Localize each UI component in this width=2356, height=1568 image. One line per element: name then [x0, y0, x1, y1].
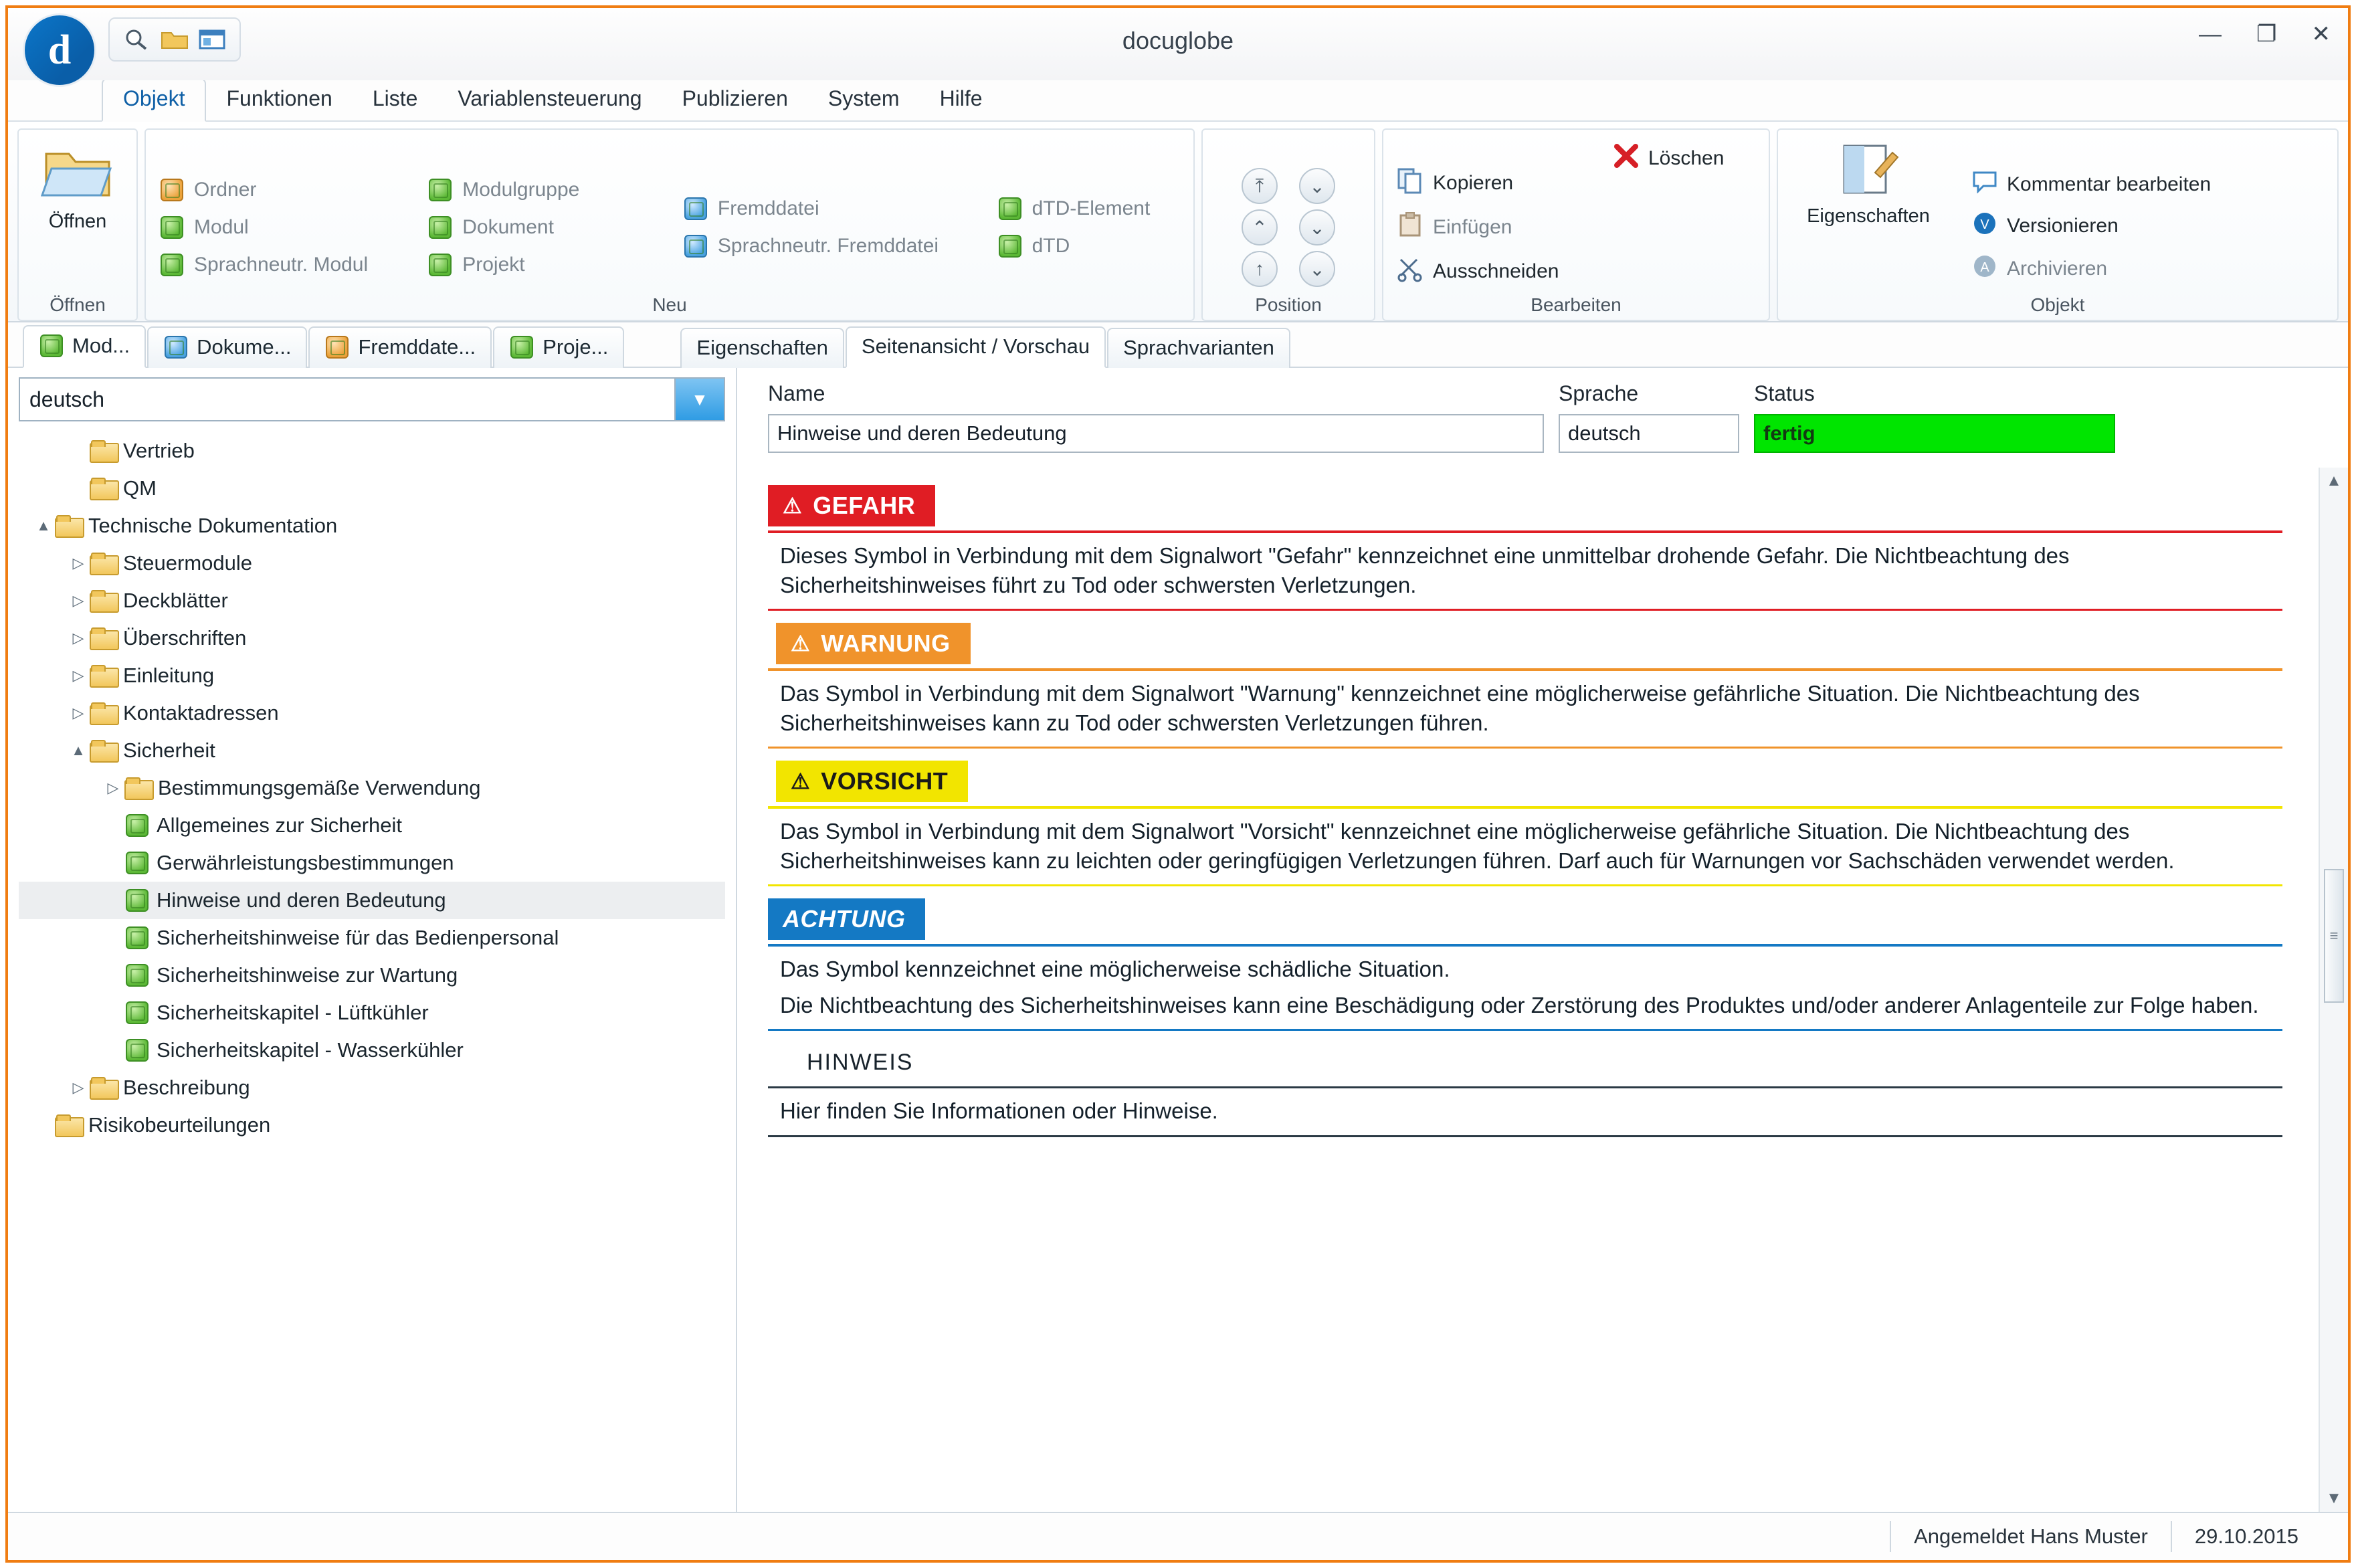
- tree-item-label: Kontaktadressen: [123, 701, 279, 724]
- tree-item-label: Deckblätter: [123, 589, 228, 612]
- module-new-icon: [159, 215, 185, 240]
- tree-expander-icon[interactable]: ▷: [72, 592, 84, 609]
- warning-triangle-icon: ⚠: [791, 769, 811, 794]
- delete-button[interactable]: [1607, 140, 1761, 177]
- minimize-button[interactable]: —: [2199, 21, 2222, 47]
- dtd-icon: [997, 233, 1023, 259]
- detail-fields: [737, 368, 2348, 453]
- version-icon: [1972, 211, 1997, 241]
- new-modulgruppe-button[interactable]: [421, 175, 670, 205]
- ribbon-group-neu-label: Neu: [652, 294, 687, 315]
- scrollbar-thumb[interactable]: ≡: [2324, 869, 2344, 1003]
- folder-icon: [90, 627, 116, 649]
- tree-item[interactable]: [19, 1069, 725, 1106]
- new-fremddatei-button[interactable]: [676, 193, 984, 224]
- new-modul-button[interactable]: [153, 212, 414, 243]
- version-button[interactable]: [1965, 208, 2331, 244]
- properties-button-label: Eigenschaften: [1807, 205, 1930, 227]
- note-underline: [768, 1135, 2282, 1137]
- tree-item[interactable]: [19, 619, 725, 657]
- tree-item[interactable]: [19, 807, 725, 844]
- ribbon-group-bearbeiten-label: Bearbeiten: [1531, 294, 1622, 315]
- note-title: WARNUNG: [821, 629, 951, 658]
- scroll-down-icon[interactable]: ▼: [2326, 1489, 2342, 1507]
- tab-seitenansicht-vorschau[interactable]: [846, 326, 1106, 368]
- new-projekt-button[interactable]: [421, 250, 670, 280]
- tree-item-label: Gerwährleistungsbestimmungen: [157, 851, 454, 874]
- external-file-icon: [683, 196, 708, 221]
- chevron-down-icon[interactable]: ▼: [674, 379, 724, 420]
- folder-icon: [90, 702, 116, 724]
- new-ordner-button[interactable]: [153, 175, 414, 205]
- new-dokument-button[interactable]: [421, 212, 670, 243]
- tree-item[interactable]: [19, 470, 725, 507]
- main-body: [8, 368, 2348, 1512]
- tree-item-label: Risikobeurteilungen: [88, 1113, 271, 1137]
- language-neutral-module-icon: [159, 252, 185, 278]
- new-fremddatei-label: Fremddatei: [717, 197, 819, 219]
- folder-icon: [90, 553, 116, 574]
- tab-projekte-label: Proje...: [543, 335, 609, 359]
- note-paragraph: Das Symbol kennzeichnet eine möglicherweise schädliche Situation.: [780, 957, 1450, 982]
- ribbon-group-objekt-label: Objekt: [2030, 294, 2085, 315]
- ribbon-group-position-label: Position: [1255, 294, 1322, 315]
- edit-comment-label: Kommentar bearbeiten: [2007, 173, 2212, 195]
- tree-item-label: Sicherheitshinweise für das Bedienpersonal: [157, 926, 559, 949]
- note-paragraph: Die Nichtbeachtung des Sicherheitshinweises kann eine Beschädigung oder Zerstörung des Produktes und/oder anderer Anlagenteile zur Folge haben.: [780, 992, 2259, 1017]
- new-dtd-label: dTD: [1032, 235, 1070, 257]
- open-folder-icon: [41, 142, 114, 207]
- move-up-icon[interactable]: ⌃: [1242, 209, 1278, 246]
- logged-in-user: Angemeldet Hans Muster: [1890, 1521, 2171, 1552]
- tree-item[interactable]: [19, 545, 725, 582]
- note-underline: [768, 747, 2282, 749]
- tree-item-label: Hinweise und deren Bedeutung: [157, 888, 446, 912]
- move-top-icon[interactable]: ⤒: [1242, 168, 1278, 204]
- language-field[interactable]: deutsch: [1559, 414, 1739, 453]
- move-in-icon[interactable]: ⌄: [1299, 251, 1335, 287]
- properties-button[interactable]: [1785, 135, 1952, 320]
- note-body: [768, 1088, 2282, 1135]
- note-underline: [768, 1029, 2282, 1031]
- project-icon: [509, 334, 534, 360]
- tree-item-label: Allgemeines zur Sicherheit: [157, 813, 403, 837]
- note-body: [768, 671, 2282, 747]
- new-modulgruppe-label: Modulgruppe: [462, 179, 580, 201]
- tree-item-label: QM: [123, 476, 157, 500]
- module-icon: [124, 888, 150, 913]
- folder-icon: [90, 1077, 116, 1098]
- window-title: docuglobe: [1122, 27, 1234, 54]
- language-filter-value[interactable]: deutsch: [29, 387, 105, 411]
- note-title: HINWEIS: [807, 1050, 914, 1076]
- name-field-label: Name: [768, 381, 825, 405]
- language-neutral-external-file-icon: [683, 233, 708, 259]
- name-field[interactable]: Hinweise und deren Bedeutung: [768, 414, 1544, 453]
- preview-document: [737, 468, 2319, 1512]
- dtd-element-icon: [997, 196, 1023, 221]
- app-logo-icon: d: [23, 13, 96, 87]
- tree-item[interactable]: [19, 657, 725, 694]
- tree-expander-icon[interactable]: ▷: [72, 704, 84, 721]
- application-window: [5, 5, 2351, 1563]
- tab-module-label: Mod...: [72, 334, 130, 357]
- tree-expander-icon[interactable]: ▷: [72, 667, 84, 684]
- ribbon-group-oeffnen-label: Öffnen: [50, 294, 106, 315]
- folder-icon: [90, 665, 116, 686]
- scissors-icon: [1397, 256, 1424, 288]
- tree-item-label: Überschriften: [123, 626, 247, 650]
- menu-item-system[interactable]: System: [827, 86, 900, 110]
- archive-button[interactable]: [1965, 251, 2331, 287]
- tree-expander-icon[interactable]: ▲: [71, 742, 86, 759]
- tree-item-label: Vertrieb: [123, 439, 195, 462]
- window-controls[interactable]: [2199, 23, 2331, 45]
- tree-expander-icon[interactable]: ▷: [72, 629, 84, 646]
- safety-note-vorsicht: [768, 761, 2282, 886]
- note-paragraph: Hier finden Sie Informationen oder Hinweise.: [780, 1098, 1218, 1124]
- note-banner: [776, 761, 968, 802]
- note-banner: [768, 898, 925, 940]
- tree-item-label: Sicherheit: [123, 739, 215, 762]
- project-new-icon: [427, 252, 453, 278]
- tab-eigenschaften[interactable]: [680, 328, 844, 368]
- tree-item-label: Einleitung: [123, 664, 215, 687]
- tree-item[interactable]: [19, 882, 725, 919]
- copy-label: Kopieren: [1433, 172, 1514, 194]
- menu-item-funktionen[interactable]: Funktionen: [226, 86, 332, 110]
- language-filter-combo[interactable]: [19, 377, 725, 421]
- current-date: 29.10.2015: [2171, 1521, 2321, 1552]
- preview-scrollbar[interactable]: [2319, 468, 2348, 1512]
- paste-button[interactable]: [1390, 209, 1591, 246]
- tab-fremddateien[interactable]: [308, 326, 492, 368]
- tree-expander-icon[interactable]: ▷: [72, 1079, 84, 1096]
- open-button-label: Öffnen: [48, 211, 107, 232]
- new-sprachneutr-fremddatei-label: Sprachneutr. Fremddatei: [717, 235, 939, 257]
- safety-note-warnung: [768, 623, 2282, 749]
- tab-eigenschaften-label: Eigenschaften: [696, 336, 828, 359]
- tab-sprachvarianten[interactable]: [1107, 328, 1290, 368]
- module-icon: [39, 333, 64, 359]
- tree-item[interactable]: [19, 844, 725, 882]
- module-icon: [124, 850, 150, 876]
- delete-x-icon: [1613, 143, 1639, 174]
- menu-item-variablensteuerung[interactable]: Variablensteuerung: [458, 86, 642, 110]
- module-icon: [124, 1000, 150, 1025]
- module-icon: [124, 963, 150, 988]
- tab-dokumente-label: Dokume...: [197, 335, 292, 359]
- note-body: [768, 533, 2282, 609]
- folder-icon: [124, 777, 151, 799]
- language-field-label: Sprache: [1559, 381, 1639, 405]
- menu-item-liste[interactable]: Liste: [372, 86, 418, 110]
- copy-icon: [1397, 167, 1424, 199]
- tab-bar: [8, 322, 2348, 368]
- tab-projekte[interactable]: [493, 326, 624, 368]
- note-banner: [776, 623, 971, 664]
- sidebar: [8, 368, 737, 1512]
- delete-label: Löschen: [1648, 147, 1725, 169]
- tree-item-label: Technische Dokumentation: [88, 514, 338, 537]
- tree-item[interactable]: [19, 507, 725, 545]
- paste-label: Einfügen: [1433, 216, 1512, 238]
- new-sprachneutr-fremddatei-button[interactable]: [676, 231, 984, 262]
- note-title: VORSICHT: [821, 767, 949, 795]
- tab-seitenansicht-label: Seitenansicht / Vorschau: [861, 334, 1090, 358]
- edit-comment-button[interactable]: [1965, 168, 2331, 201]
- archive-icon: [1972, 254, 1997, 284]
- folder-icon: [90, 590, 116, 611]
- external-file-icon: [324, 334, 350, 360]
- warning-triangle-icon: ⚠: [791, 631, 811, 656]
- maximize-button[interactable]: ❐: [2256, 21, 2277, 47]
- ribbon-group-bearbeiten: [1382, 128, 1770, 321]
- tree-item[interactable]: [19, 769, 725, 807]
- new-sprachneutr-modul-label: Sprachneutr. Modul: [194, 254, 369, 276]
- folder-icon: [90, 740, 116, 761]
- tree-item[interactable]: [19, 732, 725, 769]
- new-projekt-label: Projekt: [462, 254, 525, 276]
- paste-icon: [1397, 211, 1424, 243]
- tree-item-label: Sicherheitskapitel - Lüftkühler: [157, 1001, 429, 1024]
- tree-item[interactable]: [19, 957, 725, 994]
- copy-button[interactable]: [1390, 165, 1591, 202]
- open-button[interactable]: [27, 135, 128, 320]
- safety-note-hinweis: [768, 1043, 2282, 1137]
- module-tree[interactable]: [19, 432, 725, 1144]
- tree-item[interactable]: [19, 1106, 725, 1144]
- comment-icon: [1972, 171, 1997, 199]
- move-out-icon[interactable]: ↑: [1242, 251, 1278, 287]
- ribbon-toolbar: [8, 122, 2348, 322]
- tree-item-label: Steuermodule: [123, 551, 253, 575]
- tree-item-label: Bestimmungsgemäße Verwendung: [158, 776, 481, 799]
- tree-expander-icon[interactable]: ▲: [36, 517, 51, 534]
- tree-item[interactable]: [19, 1032, 725, 1069]
- close-button[interactable]: ✕: [2311, 21, 2331, 47]
- archive-label: Archivieren: [2007, 258, 2108, 280]
- safety-note-achtung: [768, 898, 2282, 1031]
- module-icon: [124, 1038, 150, 1063]
- safety-note-gefahr: [768, 485, 2282, 611]
- move-down-icon[interactable]: ⌄: [1299, 168, 1335, 204]
- module-group-icon: [427, 177, 453, 203]
- new-dtd-element-button[interactable]: [991, 193, 1187, 224]
- note-paragraph: Dieses Symbol in Verbindung mit dem Signalwort "Gefahr" kennzeichnet eine unmittelbar drohende Gefahr. Die Nichtbeachtung des Sicherheitshinweises führt zu Tod oder schwersten Verletzungen.: [780, 543, 2070, 597]
- warning-triangle-icon: ⚠: [783, 494, 803, 518]
- tab-dokumente[interactable]: [147, 326, 307, 368]
- properties-icon: [1835, 142, 1902, 203]
- tree-item-label: Beschreibung: [123, 1076, 250, 1099]
- new-ordner-label: Ordner: [194, 179, 257, 201]
- note-title: ACHTUNG: [783, 905, 906, 933]
- note-title: GEFAHR: [813, 492, 916, 519]
- preview-area: [737, 468, 2348, 1512]
- title-bar: [8, 8, 2348, 80]
- tree-item[interactable]: [19, 432, 725, 470]
- new-modul-label: Modul: [194, 216, 249, 238]
- tab-sprachvarianten-label: Sprachvarianten: [1123, 336, 1274, 359]
- document-icon: [163, 334, 189, 360]
- status-field-label: Status: [1754, 381, 1815, 405]
- new-dtd-element-label: dTD-Element: [1032, 197, 1151, 219]
- note-underline: [768, 884, 2282, 886]
- move-down-one-icon[interactable]: ⌄: [1299, 209, 1335, 246]
- note-paragraph: Das Symbol in Verbindung mit dem Signalwort "Vorsicht" kennzeichnet eine möglicherweise gefährliche Situation. Die Nichtbeachtung des Sicherheitshinweises kann zu leichten oder geringfügigen Verletzungen führen. Darf auch für Warnungen vor Sachschäden verwendet werden.: [780, 819, 2175, 873]
- new-sprachneutr-modul-button[interactable]: [153, 250, 414, 280]
- tree-item[interactable]: [19, 694, 725, 732]
- cut-label: Ausschneiden: [1433, 260, 1559, 282]
- folder-icon: [90, 440, 116, 462]
- tree-item-label: Sicherheitshinweise zur Wartung: [157, 963, 458, 987]
- tree-expander-icon[interactable]: ▷: [72, 555, 84, 571]
- tab-fremddateien-label: Fremddate...: [358, 335, 476, 359]
- note-body: [768, 947, 2282, 1029]
- menu-item-objekt[interactable]: Objekt: [102, 78, 206, 122]
- ribbon-group-neu: [144, 128, 1195, 321]
- ribbon-group-oeffnen: [17, 128, 138, 321]
- tree-item[interactable]: [19, 582, 725, 619]
- new-dokument-label: Dokument: [462, 216, 554, 238]
- module-icon: [124, 813, 150, 838]
- tree-item[interactable]: [19, 919, 725, 957]
- menu-item-hilfe[interactable]: Hilfe: [939, 86, 983, 110]
- cut-button[interactable]: [1390, 253, 1591, 290]
- folder-new-icon: [159, 177, 185, 203]
- svg-text:V: V: [1980, 217, 1989, 232]
- new-dtd-button[interactable]: [991, 231, 1187, 262]
- ribbon-group-objekt: [1777, 128, 2339, 321]
- tab-module[interactable]: [23, 325, 146, 368]
- detail-pane: [737, 368, 2348, 1512]
- note-paragraph: Das Symbol in Verbindung mit dem Signalwort "Warnung" kennzeichnet eine möglicherweise gefährliche Situation. Die Nichtbeachtung des Sicherheitshinweises kann zu Tod oder schwersten Verletzungen führen.: [780, 681, 2140, 735]
- folder-icon: [55, 1114, 82, 1136]
- status-bar: [8, 1512, 2348, 1560]
- module-icon: [124, 925, 150, 951]
- svg-text:A: A: [1980, 260, 1989, 275]
- note-underline: [768, 609, 2282, 611]
- note-banner: [768, 485, 935, 526]
- menu-bar: [8, 80, 2348, 122]
- menu-item-publizieren[interactable]: Publizieren: [682, 86, 788, 110]
- folder-icon: [90, 478, 116, 499]
- tree-item[interactable]: [19, 994, 725, 1032]
- note-body: [768, 809, 2282, 884]
- status-badge: fertig: [1754, 414, 2115, 453]
- tree-expander-icon[interactable]: ▷: [107, 779, 119, 796]
- folder-icon: [55, 515, 82, 536]
- tree-item-label: Sicherheitskapitel - Wasserkühler: [157, 1038, 464, 1062]
- scroll-up-icon[interactable]: ▲: [2326, 472, 2342, 490]
- document-new-icon: [427, 215, 453, 240]
- ribbon-group-position: [1201, 128, 1375, 321]
- version-label: Versionieren: [2007, 215, 2119, 237]
